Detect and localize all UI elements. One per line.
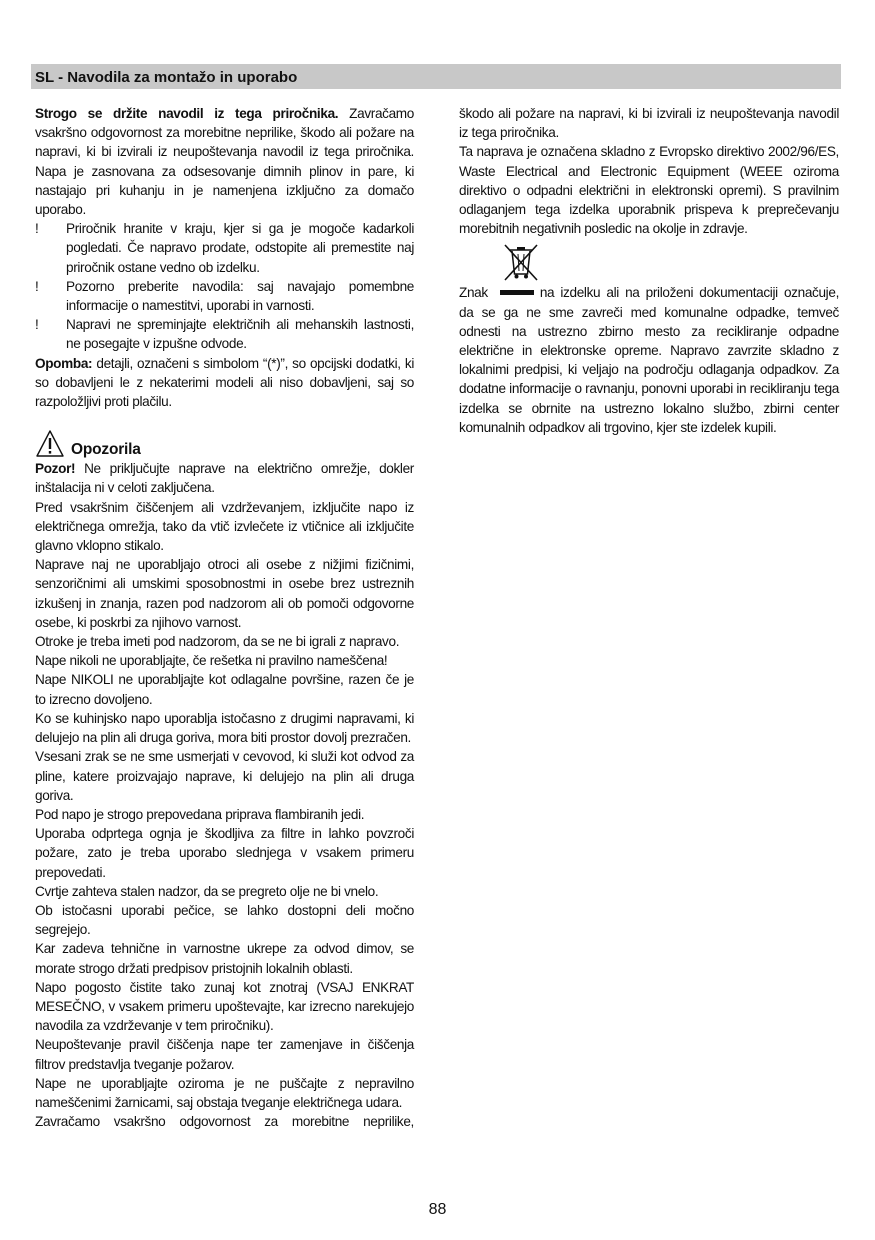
warning-triangle-icon (35, 429, 65, 459)
bullet-item (35, 277, 414, 315)
warning-paragraph: Otroke je treba imeti pod nadzorom, da se ne bi igrali z napravo. (35, 634, 400, 650)
pozor-text: Ne priključujte naprave na električno omrežje, dokler inštalacija ni v celoti zaključena. (35, 461, 414, 496)
warning-paragraph: Neupoštevanje pravil čiščenja nape ter zamenjave in čiščenja filtrov predstavlja tveganje požarov. (35, 1037, 414, 1072)
warning-paragraph: Nape NIKOLI ne uporabljajte kot odlagalne površine, razen če je to izrecno dovoljeno. (35, 672, 414, 707)
pozor-paragraph (35, 459, 414, 497)
warning-paragraph: Zavračamo vsakršno odgovornost za morebitne neprilike, (35, 1114, 414, 1130)
warning-paragraph: Uporaba odprtega ognja je škodljiva za filtre in lahko povzroči požare, zato je treba uporabo slednjega v vsakem primeru prepovedati. (35, 826, 414, 880)
disclaimer-continued: škodo ali požare na napravi, ki bi izvirali iz neupoštevanja navodil iz tega priročnika. (459, 106, 839, 141)
bullet-text: Pozorno preberite navodila: saj navajajo pomembne informacije o namestitvi, uporabi in varnosti. (66, 278, 414, 314)
note-label: Opomba: (35, 355, 93, 371)
znak-text: na izdelku ali na priloženi dokumentaciji označuje, da se ga ne sme zavreči med komunalne odpadke, temveč odnesti na ustrezno zbirno mesto za recikliranje odpadne električne in elektronske opreme. Napravo zavrzite skladno z lokalnimi predpisi, ki veljajo na področju odlaganja odpadkov. Za dodatne informacije o ravnanju, ponovni uporabi in recikliranju tega izdelka se obrnite na ustrezno lokalno službo, zbirni center komunalnih odpadkov ali trgovino, kjer ste izdelek kupili. (459, 285, 839, 435)
intro-bold: Strogo se držite navodil iz tega priročnika. (35, 106, 339, 121)
section-header (31, 64, 841, 89)
left-column (35, 104, 414, 1131)
znak-paragraph (459, 283, 839, 437)
bullet-mark: ! (35, 317, 39, 333)
pozor-label: Pozor! (35, 461, 76, 477)
warning-paragraph: Ko se kuhinjsko napo uporablja istočasno z drugimi napravami, ki delujejo na plin ali druga goriva, mora biti prostor dovolj prezračen. (35, 710, 414, 746)
weee-symbol (500, 241, 542, 283)
note-text: detajli, označeni s simbolom “(*)”, so opcijski dodatki, ki so dobavljeni le z nekaterimi modeli ali niso dobavljeni, saj so razpoložljivi proti plačilu. (35, 355, 414, 410)
warning-paragraph: Ob istočasni uporabi pečice, se lahko dostopni deli močno segrejejo. (35, 902, 414, 938)
warning-paragraph: Vsesani zrak se ne sme usmerjati v cevovod, ki služi kot odvod za pline, katere proizvajajo naprave, ki delujejo na plin ali druga goriva. (35, 749, 414, 803)
warning-paragraph: Nape ne uporabljajte oziroma je ne puščajte z nepravilno nameščenimi žarnicami, saj obstaja tveganje električnega udara. (35, 1075, 414, 1110)
weee-paragraph: Ta naprava je označena skladno z Evropsko direktivo 2002/96/ES, Waste Electrical and Electronic Equipment (WEEE oziroma direktivo o odpadni električni in elektronski opremi). S pravilnim odlaganjem tega izdelka uporabnik prispeva k preprečevanju morebitnih negativnih posledic na okolje in zdravje. (459, 144, 839, 237)
warning-paragraph: Kar zadeva tehnične in varnostne ukrepe za odvod dimov, se morate strogo držati predpisov pristojnih lokalnih oblasti. (35, 941, 414, 976)
bullet-item (35, 315, 414, 353)
warning-title: Opozorila (71, 441, 141, 459)
page-number: 88 (428, 1201, 447, 1218)
warning-paragraph: Napo pogosto čistite tako zunaj kot znotraj (VSAJ ENKRAT MESEČNO, v vsakem primeru upoštevajte, kar izrecno narekujejo navodila za vzdrževanje v tem priročniku). (35, 979, 414, 1034)
warning-paragraph: Pod napo je strogo prepovedana priprava flambiranih jedi. (35, 806, 365, 822)
crossed-bin-icon (500, 241, 542, 283)
intro-paragraph (35, 104, 414, 219)
warning-paragraph: Cvrtje zahteva stalen nadzor, da se pregreto olje ne bi vnelo. (35, 883, 379, 899)
znak-label: Znak (459, 285, 488, 301)
bullet-text: Priročnik hranite v kraju, kjer si ga je mogoče kadarkoli pogledati. Če napravo prodate, odstopite ali premestite naj priročnik ostane vedno ob izdelku. (66, 221, 414, 275)
warning-paragraph: Naprave naj ne uporabljajo otroci ali osebe z nižjimi fizičnimi, senzoričnimi ali umskimi sposobnostmi in osebe brez ustreznih izkušenj in znanja, razen pod nadzorom ali ob pomoči odgovorne osebe, ki poskrbi za njihovo varnost. (35, 557, 414, 630)
bullet-mark: ! (35, 278, 39, 294)
bullet-mark: ! (35, 221, 39, 237)
warning-paragraph: Pred vsakršnim čiščenjem ali vzdrževanjem, izključite napo iz električnega omrežja, tako da vtič izvlečete iz vtičnice ali izključite glavno vklopno stikalo. (35, 499, 414, 554)
intro-text: Zavračamo vsakršno odgovornost za morebitne neprilike, škodo ali požare na napravi, ki bi izvirali iz neupoštevanja navodil iz tega priročnika. Napa je zasnovana za odsesovanje dimnih plinov in pare, ki nastajajo pri kuhanju in je namenjena izključno za domačo uporabo. (35, 106, 414, 218)
right-column (459, 104, 839, 437)
bullet-item (35, 219, 414, 277)
section-title: SL - Navodila za montažo in uporabo (35, 69, 298, 86)
bullet-text: Napravi ne spreminjajte električnih ali mehanskih lastnosti, ne posegajte v izpušne odvode. (66, 317, 414, 352)
warning-heading (35, 425, 414, 459)
note-paragraph (35, 354, 414, 412)
weee-bar-symbol (500, 290, 534, 295)
warning-paragraph: Nape nikoli ne uporabljajte, če rešetka ni pravilno nameščena! (35, 653, 388, 669)
